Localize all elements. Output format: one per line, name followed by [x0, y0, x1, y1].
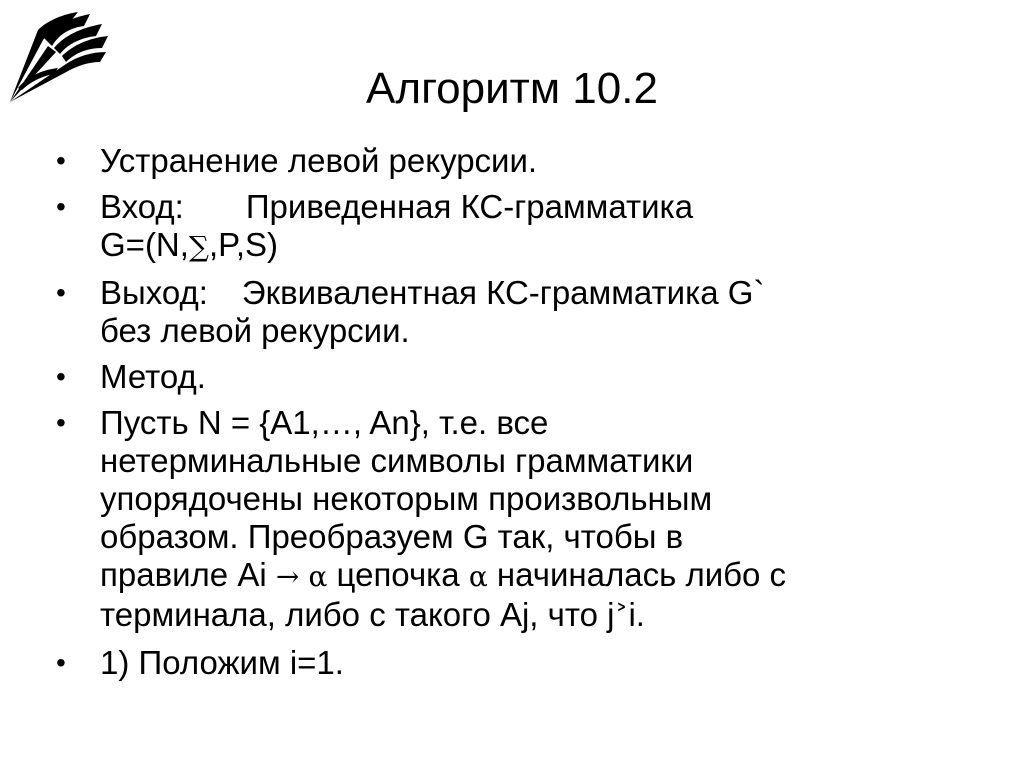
bullet-item-method — [56, 358, 996, 396]
output-label: Выход: — [100, 274, 208, 311]
bullet-marker: • — [56, 277, 66, 308]
input-text-line2b: ,P,S) — [208, 226, 279, 263]
bullet-text: 1) Положим i=1. — [100, 644, 344, 681]
alpha-symbol: α — [468, 560, 488, 593]
bullet-marker: • — [56, 647, 66, 678]
let-line-5b: цепочка — [327, 556, 469, 593]
output-text-line1: Эквивалентная КС-грамматика G` — [241, 274, 765, 311]
arrow-symbol: → — [275, 560, 300, 593]
let-line-5a: правиле Ai — [100, 556, 276, 593]
slide-title: Алгоритм 10.2 — [366, 64, 658, 113]
input-label: Вход: — [100, 188, 184, 225]
let-line-6a: терминала, либо с такого Aj, что j — [100, 596, 615, 633]
greater-than-symbol: ˃ — [614, 600, 629, 633]
bullet-text: Метод. — [100, 358, 206, 395]
input-text-line2a: G=(N, — [100, 226, 189, 263]
bullet-item-input — [56, 188, 996, 266]
bullet-list — [56, 142, 996, 690]
let-line-1: Пусть N = {A1,…, An}, т.е. все — [100, 404, 549, 441]
bullet-text: Устранение левой рекурсии. — [100, 142, 538, 179]
bullet-item-step1 — [56, 644, 996, 682]
let-line-5c: начиналась либо с — [487, 556, 787, 593]
sigma-symbol: ∑ — [188, 230, 209, 263]
let-line-4: образом. Преобразуем G так, чтобы в — [100, 518, 684, 555]
let-line-3: упорядочены некоторым произвольным — [100, 480, 713, 517]
let-line-2: нетерминальные символы грамматики — [100, 442, 694, 479]
output-text-line2: без левой рекурсии. — [100, 312, 410, 349]
input-text-line1: Приведенная КС-грамматика — [245, 188, 694, 225]
bullet-item-let — [56, 404, 996, 636]
bullet-marker: • — [56, 361, 66, 392]
let-line-6b: i. — [628, 596, 645, 633]
bullet-marker: • — [56, 407, 66, 438]
bullet-item-output — [56, 274, 996, 350]
bullet-item-1 — [56, 142, 996, 180]
bullet-marker: • — [56, 145, 66, 176]
alpha-symbol: α — [308, 560, 328, 593]
bullet-marker: • — [56, 191, 66, 222]
